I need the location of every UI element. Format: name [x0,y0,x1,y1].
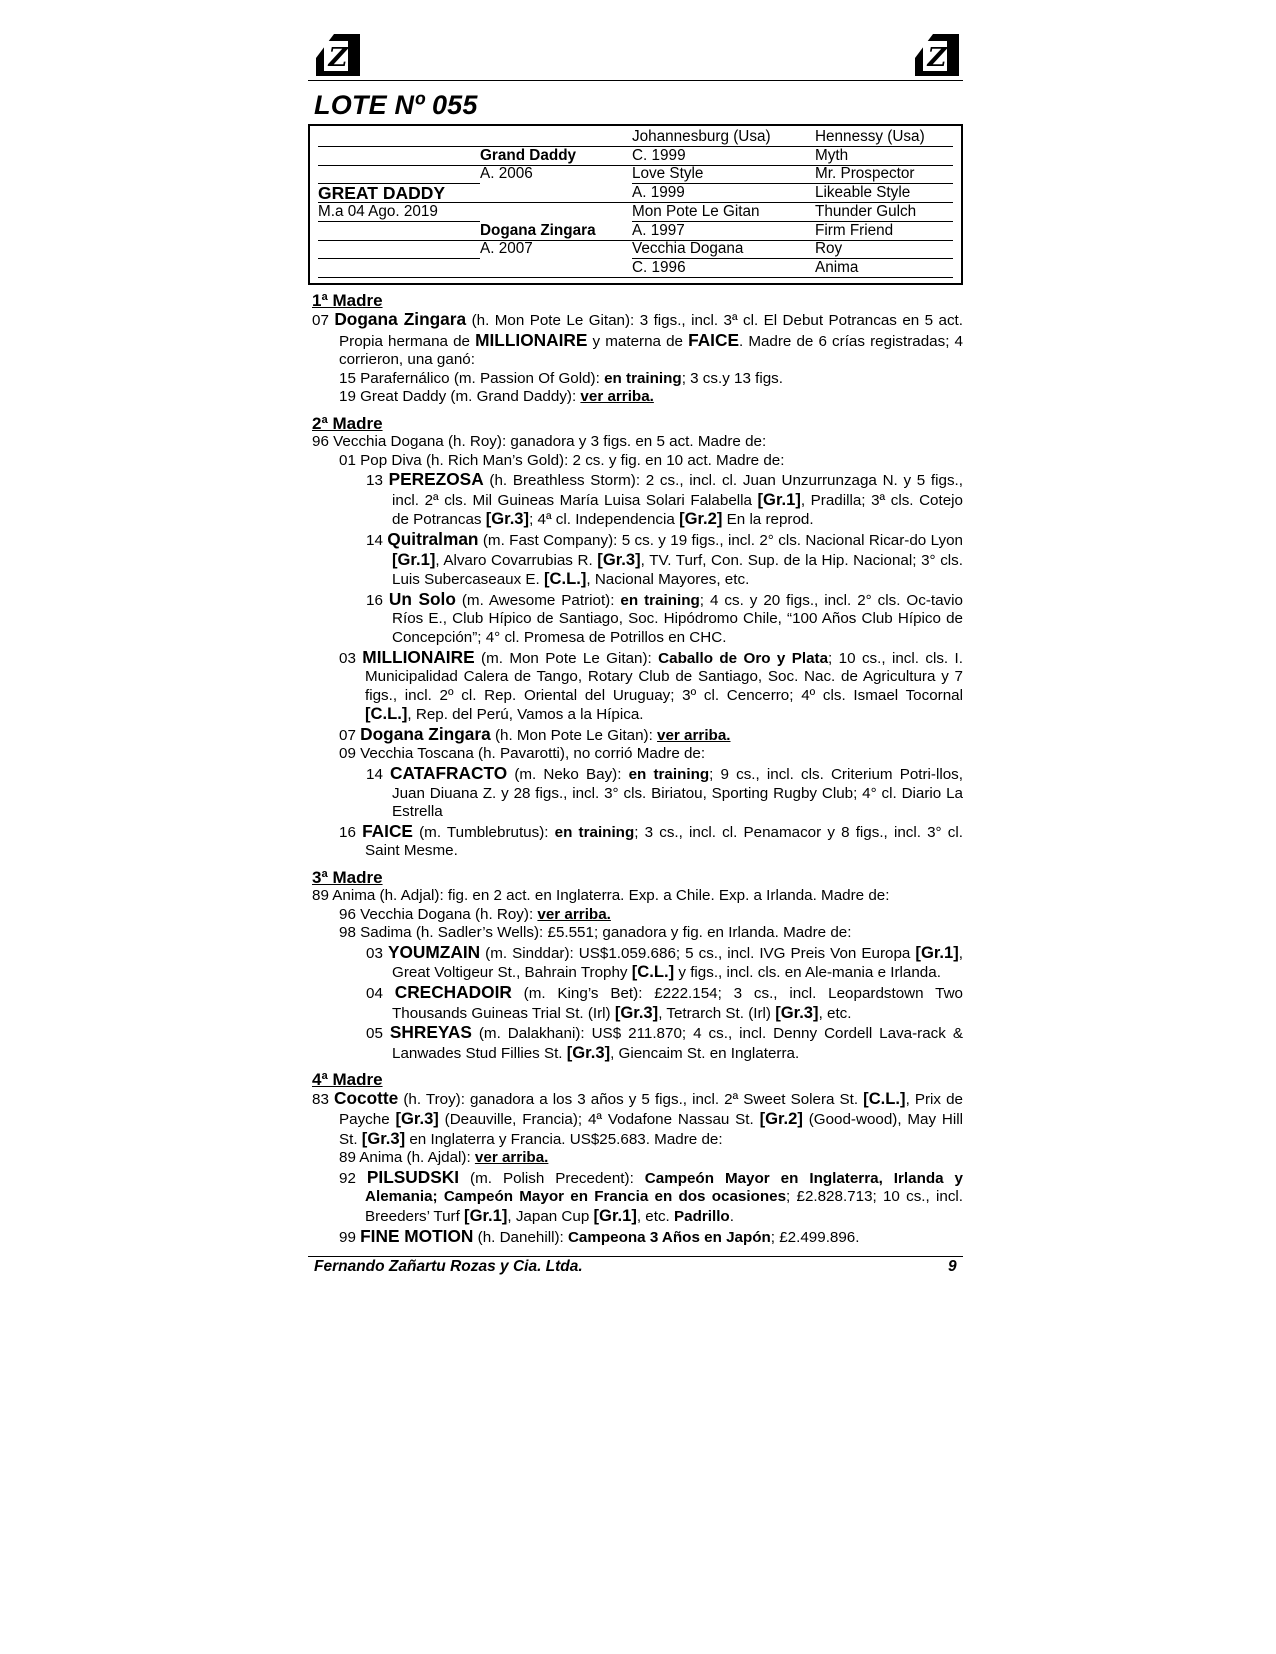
dam-name: Dogana Zingara [480,222,632,241]
header-divider [308,80,963,81]
sire-year: A. 2006 [480,165,533,183]
entry: 14 Quitralman (m. Fast Company): 5 cs. y 19 figs., incl. 2° cls. Nacional Ricar-do Lyon [Gr.1], Alvaro Covarrubias R. [Gr.3], TV. Turf, Con. Sup. de la Hip. Nacional; 3° cls. Luis Subercaseaux E. [C.L.], Nacional Mayores, etc. [366,528,963,589]
family-content [312,291,963,1247]
footer-divider [308,1256,963,1257]
pedigree-row [310,240,961,259]
ggp-4: Likeable Style [815,184,953,203]
sire-name: Grand Daddy [480,147,632,166]
dam-sire: Mon Pote Le Gitan [632,203,815,222]
ggp-6: Firm Friend [815,222,953,241]
entry: 96 Vecchia Dogana (h. Roy): ganadora y 3 figs. en 5 act. Madre de: [312,432,767,450]
logo-right [913,30,961,78]
dam-sire-year: A. 1997 [632,222,815,241]
footer-company: Fernando Zañartu Rozas y Cia. Ltda. [314,1258,583,1275]
entry: 89 Anima (h. Adjal): fig. en 2 act. en Inglaterra. Exp. a Chile. Exp. a Irlanda. Madre de: [312,887,890,905]
section-heading-2: 2ª Madre [312,413,383,433]
entry: 03 YOUMZAIN (m. Sinddar): US$1.059.686; 5 cs., incl. IVG Preis Von Europa [Gr.1], Great Voltigeur St., Bahrain Trophy [C.L.] y figs., incl. cls. en Ale-mania e Irlanda. [366,941,963,982]
pedigree-line [318,128,480,147]
entry: 01 Pop Diva (h. Rich Man’s Gold): 2 cs. y fig. en 10 act. Madre de: [339,451,785,469]
dam-dam-year: C. 1996 [632,259,815,278]
pedigree-blank [480,203,632,221]
entry: 05 SHREYAS (m. Dalakhani): US$ 211.870; 4 cs., incl. Denny Cordell Lava-rack & Lanwades Stud Fillies St. [Gr.3], Giencaim St. en Inglaterra. [366,1022,963,1062]
entry: 19 Great Daddy (m. Grand Daddy): ver arriba. [339,388,654,406]
entry: 14 CATAFRACTO (m. Neko Bay): en training; 9 cs., incl. cls. Criterium Potri-llos, Juan Diuana Z. y 28 figs., incl. 3° cls. Biriatou, Sporting Rugby Club; 4° cl. Diario La Estrella [366,763,963,821]
ggp-7: Roy [815,240,953,259]
pedigree-line [318,165,480,184]
pedigree-row [310,165,961,184]
sire-sire: Johannesburg (Usa) [632,128,815,147]
pedigree-row [310,259,961,278]
entry: 16 Un Solo (m. Awesome Patriot): en training; 4 cs. y 20 figs., incl. 2° cls. Oc-tavio Ríos E., Club Hípico de Santiago, Soc. Hipódromo Chile, “100 Años Club Hípico de Concepción”; 4° cl. Promesa de Potrillos en CHC. [366,588,963,646]
pedigree-line [318,147,480,166]
entry: 03 MILLIONAIRE (m. Mon Pote Le Gitan): Caballo de Oro y Plata; 10 cs., incl. cls. I. Municipalidad Calera de Tango, Rotary Club de Santiago, Soc. Nac. de Agricultura y 7 figs., incl. 2º cl. Rep. Oriental del Uruguay; 3º cl. Cencerro; 4º cls. Ismael Tocornal [C.L.], Rep. del Perú, Vamos a la Hípica. [339,646,963,724]
section-heading-1: 1ª Madre [312,291,383,310]
section-heading-4: 4ª Madre [312,1070,383,1090]
pedigree-line [318,240,480,259]
entry: 16 FAICE (m. Tumblebrutus): en training; 3 cs., incl. cl. Penamacor y 8 figs., incl. 3° cl. Saint Mesme. [339,820,963,860]
entry: 09 Vecchia Toscana (h. Pavarotti), no corrió Madre de: [339,745,706,763]
dam-dam: Vecchia Dogana [632,240,815,259]
lote-title: LOTE Nº 055 [314,90,478,120]
sire-sire-year: C. 1999 [632,147,815,166]
page-number: 9 [948,1258,957,1275]
pedigree-line [480,184,632,203]
ggp-2: Myth [815,147,953,166]
pedigree-table [308,124,963,285]
ggp-5: Thunder Gulch [815,203,953,222]
pedigree-line [480,259,632,278]
pedigree-row [310,203,961,222]
pedigree-row [310,222,961,241]
logo-letter: Z [927,43,947,73]
entry: 96 Vecchia Dogana (h. Roy): ver arriba. [339,905,611,923]
entry: 07 Dogana Zingara (h. Mon Pote Le Gitan): 3 figs., incl. 3ª cl. El Debut Potrancas en 5 act. Propia hermana de MILLIONAIRE y materna de FAICE. Madre de 6 crías registradas; 4 corrieron, una ganó: [312,309,963,369]
horse-info: M.a 04 Ago. 2019 [318,203,480,222]
pedigree-row [310,184,961,203]
ggp-8: Anima [815,259,953,278]
logo-left [314,30,362,78]
dam-year: A. 2007 [480,240,533,258]
entry: 99 FINE MOTION (h. Danehill): Campeona 3 Años en Japón; £2.499.896. [339,1225,860,1246]
entry: 15 Parafernálico (m. Passion Of Gold): en training; 3 cs.y 13 figs. [339,369,783,387]
pedigree-line [318,259,480,278]
ggp-1: Hennessy (Usa) [815,128,953,147]
pedigree-line [318,222,480,241]
section-heading-3: 3ª Madre [312,868,383,888]
entry: 92 PILSUDSKI (m. Polish Precedent): Campeón Mayor en Inglaterra, Irlanda y Alemania; Campeón Mayor en Francia en dos ocasiones; £2.828.713; 10 cs., incl. Breeders’ Turf [Gr.1], Japan Cup [Gr.1], etc. Padrillo. [339,1166,964,1225]
logo-letter: Z [328,43,348,73]
sire-dam-year: A. 1999 [632,184,815,203]
entry: 04 CRECHADOIR (m. King’s Bet): £222.154; 3 cs., incl. Leopardstown Two Thousands Guineas Trial St. (Irl) [Gr.3], Tetrarch St. (Irl) [Gr.3], etc. [366,982,963,1022]
entry: 98 Sadima (h. Sadler’s Wells): £5.551; ganadora y fig. en Irlanda. Madre de: [339,924,852,942]
entry: 89 Anima (h. Ajdal): ver arriba. [339,1149,549,1167]
entry: 13 PEREZOSA (h. Breathless Storm): 2 cs., incl. cl. Juan Unzurrunzaga N. y 5 figs., incl. 2ª cls. Mil Guineas María Luisa Solari Falabella [Gr.1], Pradilla; 3ª cls. Cotejo de Potrancas [Gr.3]; 4ª cl. Independencia [Gr.2] En la reprod. [366,469,963,529]
sire-dam: Love Style [632,165,815,184]
entry: 83 Cocotte (h. Troy): ganadora a los 3 años y 5 figs., incl. 2ª Sweet Solera St. [C.L.], Prix de Payche [Gr.3] (Deauville, Francia); 4ª Vodafone Nassau St. [Gr.2] (Good-wood), May Hill St. [Gr.3] en Inglaterra y Francia. US$25.683. Madre de: [312,1088,963,1148]
entry: 07 Dogana Zingara (h. Mon Pote Le Gitan): ver arriba. [339,723,731,744]
horse-name: GREAT DADDY [318,184,480,203]
pedigree-row [310,128,961,147]
ggp-3: Mr. Prospector [815,165,953,184]
pedigree-line [480,128,632,147]
pedigree-row [310,147,961,166]
